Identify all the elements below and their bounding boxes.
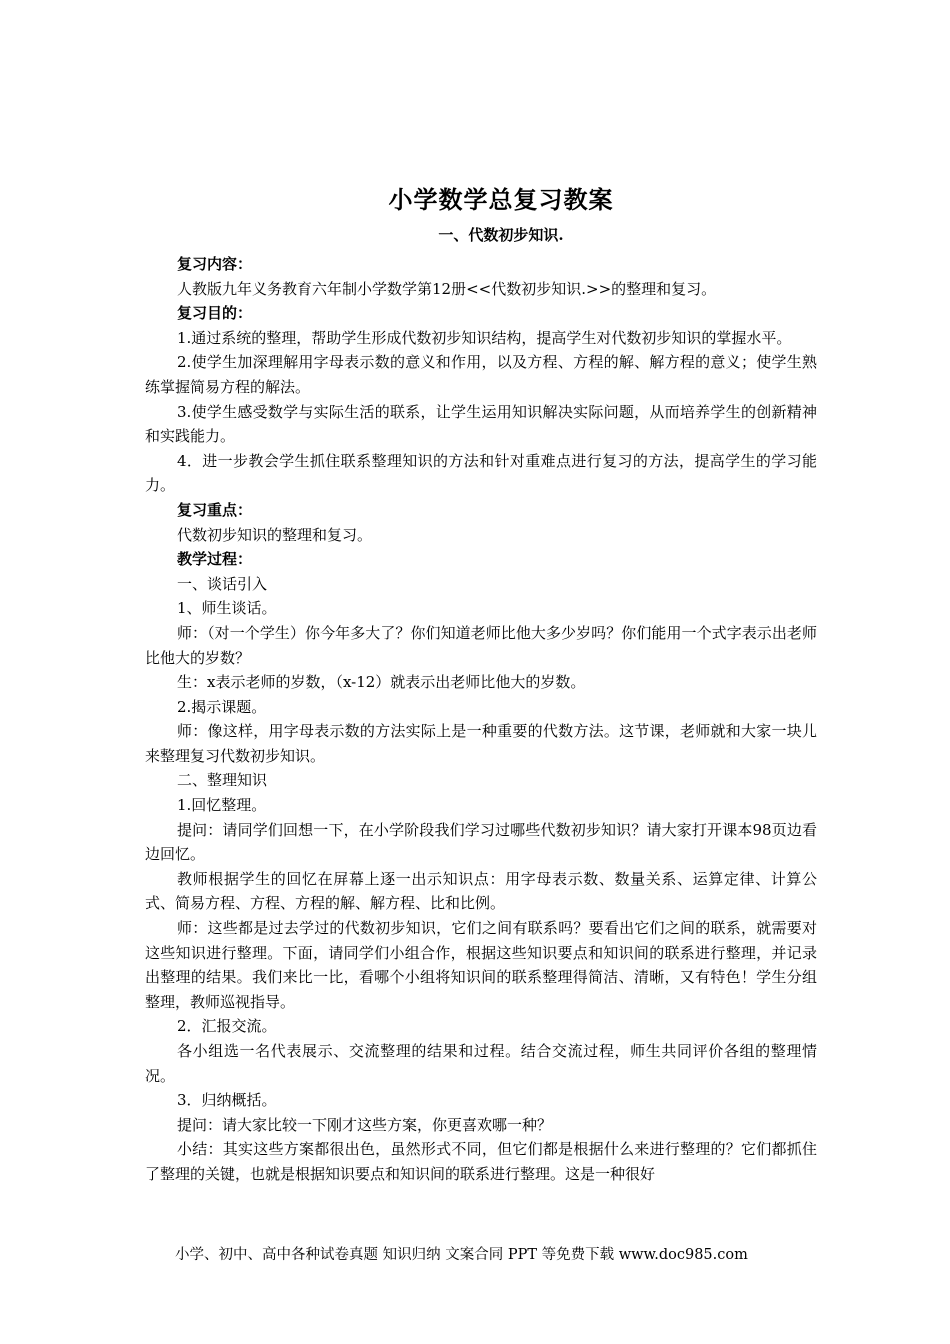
- document-page: [145, 180, 817, 1187]
- body-paragraph: 人教版九年义务教育六年制小学数学第12册<<代数初步知识.>>的整理和复习。: [177, 279, 717, 298]
- body-paragraph: 一、谈话引入: [177, 574, 268, 593]
- body-paragraph: 2.揭示课题。: [177, 697, 267, 716]
- section-heading: 复习内容：: [177, 255, 253, 273]
- section-title: 一、代数初步知识.: [438, 226, 564, 244]
- body-paragraph: 提问：请大家比较一下刚才这些方案，你更喜欢哪一种？: [177, 1115, 553, 1134]
- body-paragraph: 师：像这样，用字母表示数的方法实际上是一种重要的代数方法。这节课，老师就和大家一块儿来整理复习代数初步知识。: [145, 722, 817, 765]
- section-heading: 复习重点：: [177, 500, 253, 519]
- body-paragraph: 各小组选一名代表展示、交流整理的结果和过程。结合交流过程，师生共同评价各组的整理情况。: [145, 1042, 817, 1085]
- document-body: [145, 252, 817, 1187]
- body-paragraph: 师：（对一个学生）你今年多大了？你们知道老师比他大多少岁吗？你们能用一个式字表示出老师比他大的岁数？: [145, 623, 817, 667]
- body-paragraph: 提问：请同学们回想一下，在小学阶段我们学习过哪些代数初步知识？请大家打开课本98页边看边回忆。: [145, 820, 817, 864]
- body-paragraph: 4．进一步教会学生抓住联系整理知识的方法和针对重难点进行复习的方法，提高学生的学习能力。: [145, 451, 817, 495]
- body-paragraph: 1.回忆整理。: [177, 796, 267, 815]
- body-paragraph: 师：这些都是过去学过的代数初步知识，它们之间有联系吗？要看出它们之间的联系，就需要对这些知识进行整理。下面，请同学们小组合作，根据这些知识要点和知识间的联系进行整理，并记录出整理的结果。我们来比一比，看哪个小组将知识间的联系整理得简洁、清晰，又有特色！学生分组整理，教师巡视指导。: [145, 919, 817, 1011]
- body-paragraph: 2．汇报交流。: [177, 1017, 277, 1036]
- section-heading: 教学过程：: [177, 550, 253, 569]
- section-heading: 复习目的：: [177, 304, 253, 323]
- body-paragraph: 3．归纳概括。: [177, 1091, 277, 1110]
- body-paragraph: 二、整理知识: [177, 771, 268, 790]
- body-paragraph: 1、师生谈话。: [177, 599, 277, 618]
- footer-banner: 小学、初中、高中各种试卷真题 知识归纳 文案合同 PPT 等免费下载 www.doc985.com: [175, 1247, 748, 1263]
- body-paragraph: 小结：其实这些方案都很出色，虽然形式不同，但它们都是根据什么来进行整理的？它们都抓住了整理的关键，也就是根据知识要点和知识间的联系进行整理。这是一种很好: [145, 1140, 817, 1183]
- body-paragraph: 1.通过系统的整理，帮助学生形成代数初步知识结构，提高学生对代数初步知识的掌握水平。: [177, 328, 792, 347]
- body-paragraph: 代数初步知识的整理和复习。: [177, 525, 373, 544]
- body-paragraph: 3.使学生感受数学与实际生活的联系，让学生运用知识解决实际问题，从而培养学生的创新精神和实践能力。: [145, 402, 817, 446]
- document-title: 小学数学总复习教案: [388, 185, 614, 214]
- body-paragraph: 教师根据学生的回忆在屏幕上逐一出示知识点：用字母表示数、数量关系、运算定律、计算公式、简易方程、方程、方程的解、解方程、比和比例。: [145, 869, 817, 913]
- body-paragraph: 2.使学生加深理解用字母表示数的意义和作用，以及方程、方程的解、解方程的意义；使学生熟练掌握简易方程的解法。: [145, 353, 817, 396]
- body-paragraph: 生：x表示老师的岁数，（x-12）就表示出老师比他大的岁数。: [177, 673, 586, 692]
